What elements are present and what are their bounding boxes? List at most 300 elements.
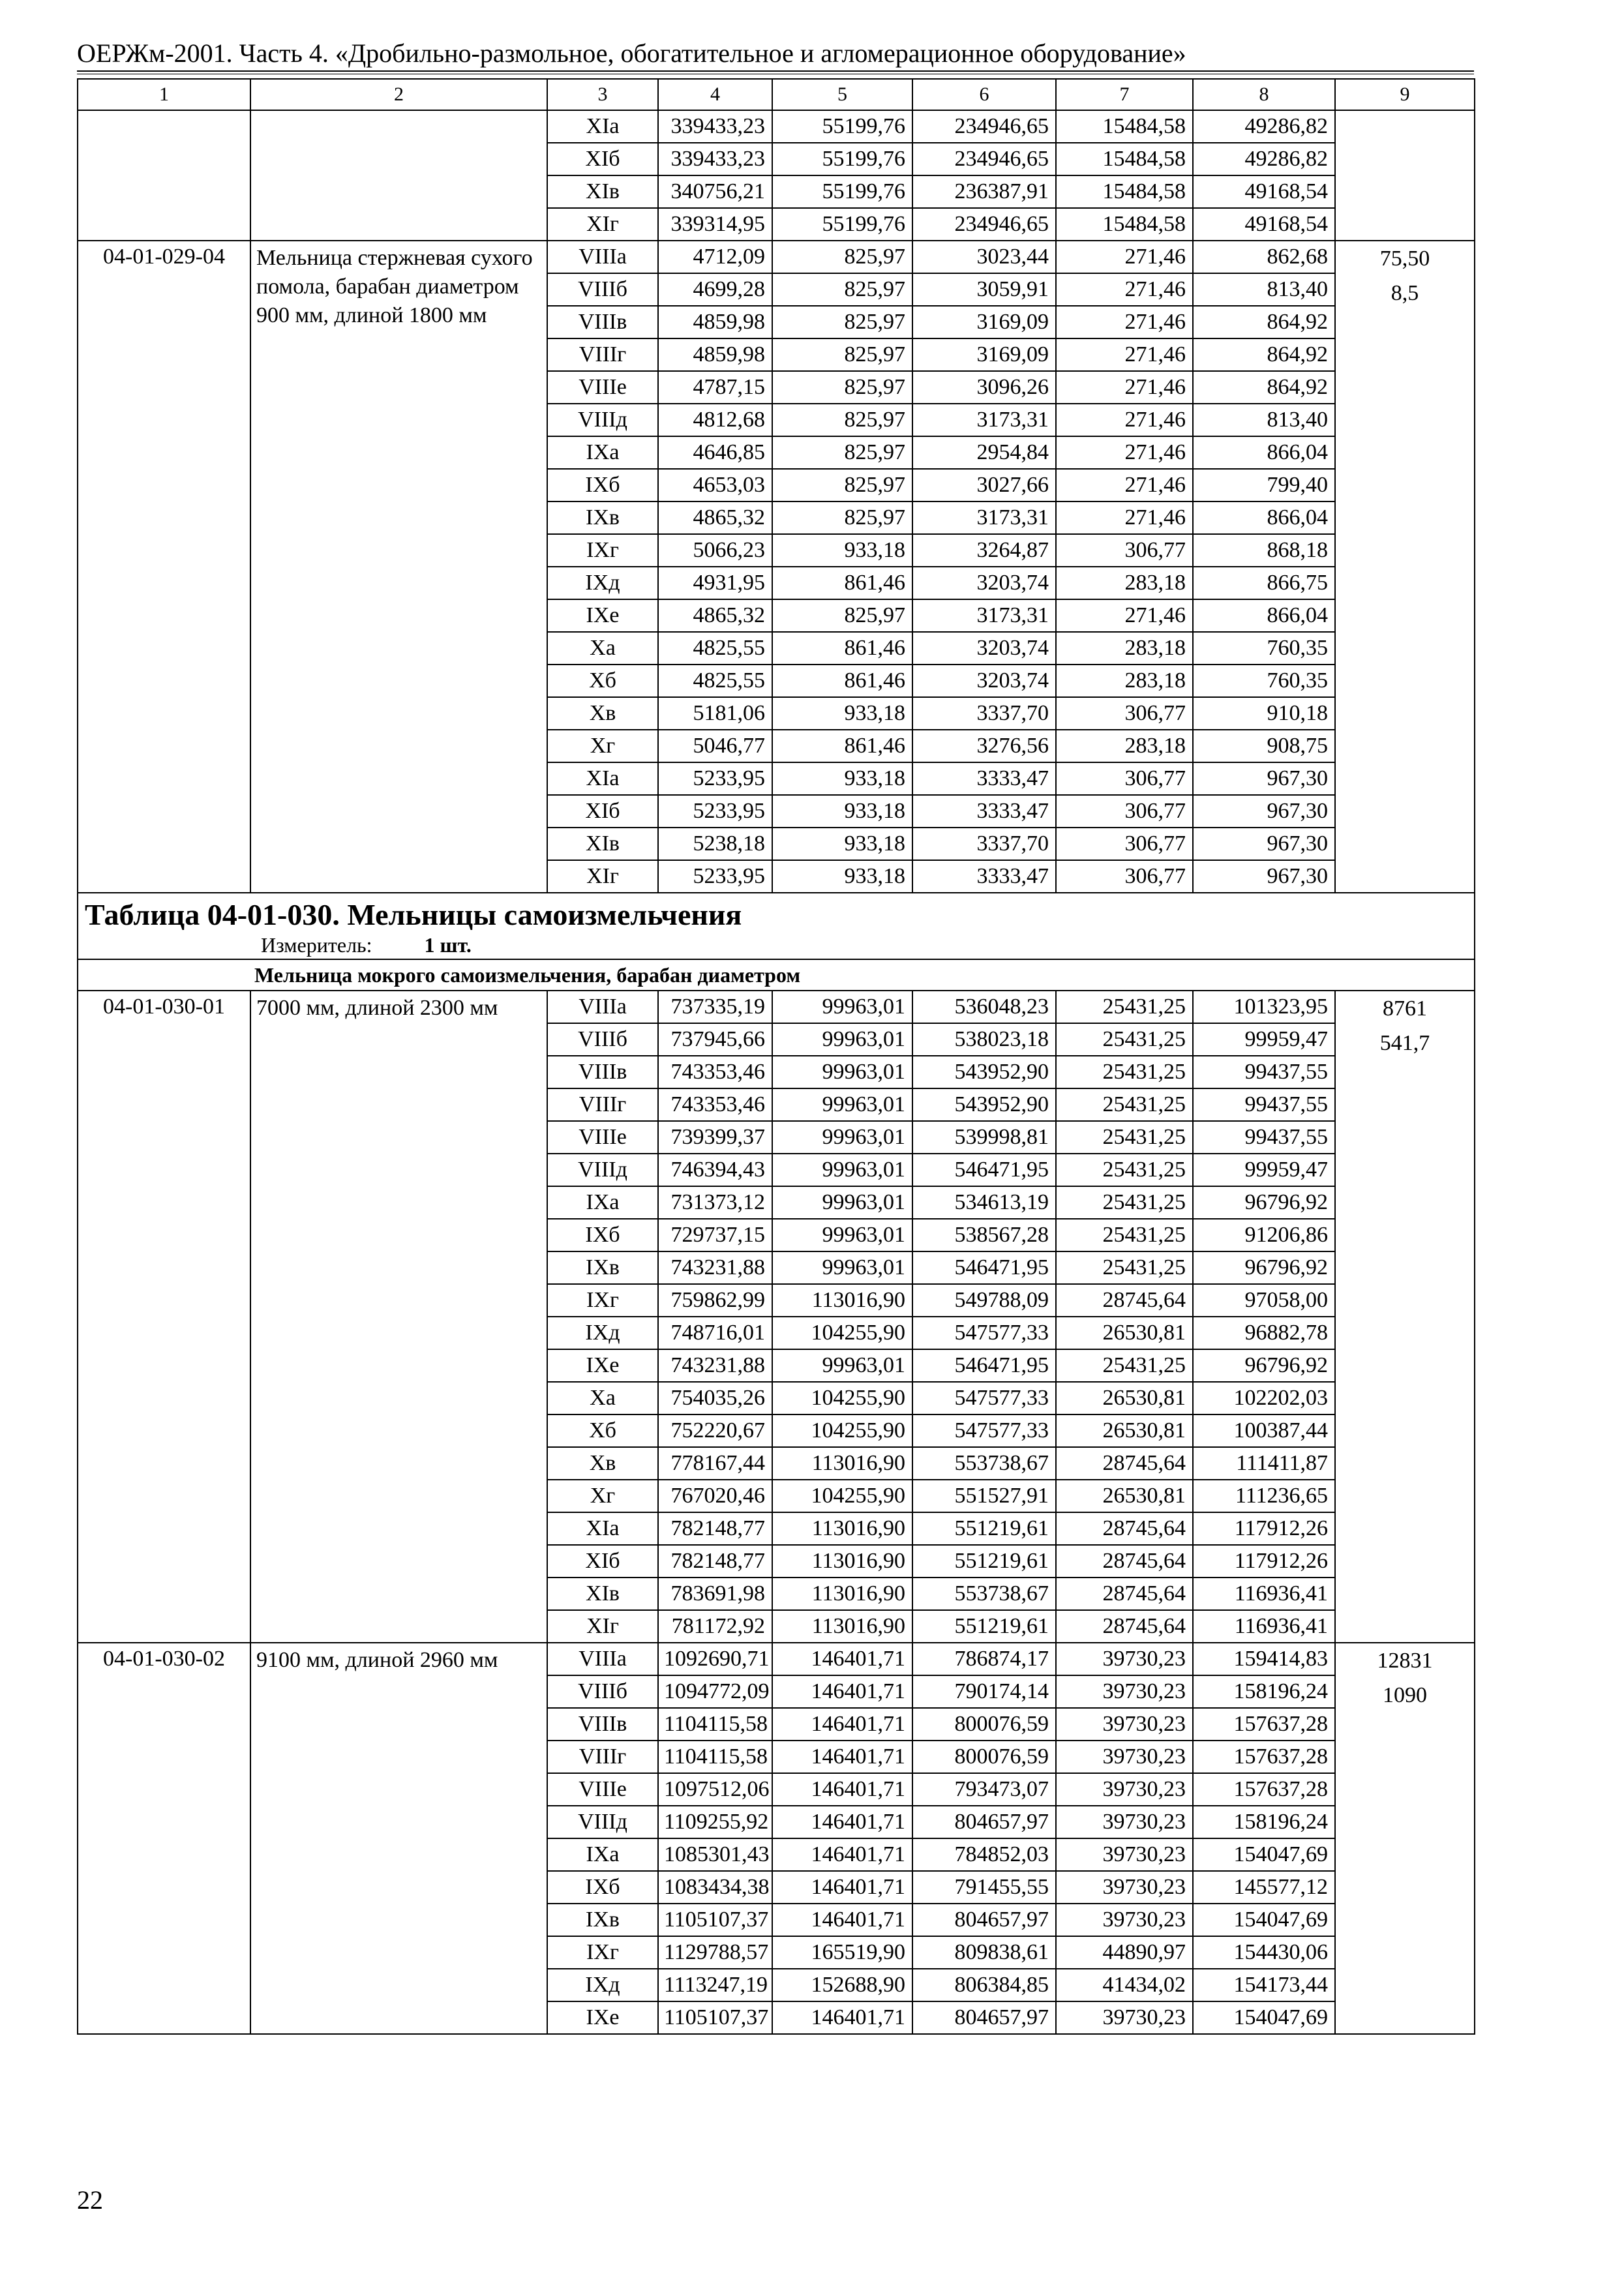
- price-value: 146401,71: [772, 1871, 912, 1904]
- price-value: 551219,61: [912, 1512, 1056, 1545]
- item-description: Мельница стержневая сухого помола, барабан диаметром 900 мм, длиной 1800 мм: [250, 241, 547, 893]
- price-value: 28745,64: [1056, 1512, 1193, 1545]
- price-value: 146401,71: [772, 1675, 912, 1708]
- price-value: 283,18: [1056, 730, 1193, 762]
- price-value: 113016,90: [772, 1578, 912, 1610]
- price-value: 4812,68: [658, 404, 772, 436]
- price-value: 25431,25: [1056, 1251, 1193, 1284]
- price-value: 39730,23: [1056, 1904, 1193, 1936]
- price-value: 99963,01: [772, 1121, 912, 1154]
- price-value: 551219,61: [912, 1545, 1056, 1578]
- price-value: 866,04: [1193, 599, 1335, 632]
- price-value: 551219,61: [912, 1610, 1056, 1643]
- price-value: 49286,82: [1193, 143, 1335, 175]
- price-value: 102202,03: [1193, 1382, 1335, 1414]
- price-value: 786874,17: [912, 1643, 1056, 1675]
- price-value: 99963,01: [772, 991, 912, 1023]
- price-value: 799,40: [1193, 469, 1335, 501]
- price-value: 1105107,37: [658, 2001, 772, 2034]
- price-value: 933,18: [772, 860, 912, 893]
- price-value: 3333,47: [912, 860, 1056, 893]
- price-value: 271,46: [1056, 241, 1193, 273]
- price-value: 743353,46: [658, 1088, 772, 1121]
- price-value: 101323,95: [1193, 991, 1335, 1023]
- price-value: 3059,91: [912, 273, 1056, 306]
- price-value: 790174,14: [912, 1675, 1056, 1708]
- region-zone: XIг: [547, 860, 658, 893]
- price-value: 933,18: [772, 762, 912, 795]
- price-value: 825,97: [772, 436, 912, 469]
- price-value: 1085301,43: [658, 1838, 772, 1871]
- price-value: 55199,76: [772, 208, 912, 241]
- price-value: 234946,65: [912, 208, 1056, 241]
- price-value: 825,97: [772, 241, 912, 273]
- price-table: [77, 78, 1474, 2035]
- price-value: 44890,97: [1056, 1936, 1193, 1969]
- price-value: 15484,58: [1056, 208, 1193, 241]
- price-value: 96796,92: [1193, 1186, 1335, 1219]
- page-header: ОЕРЖм-2001. Часть 4. «Дробильно-размольное, обогатительное и агломерационное оборудование»: [77, 38, 1186, 68]
- resource-value: 8761: [1383, 996, 1427, 1021]
- column-header: 3: [547, 79, 658, 110]
- price-value: 1104115,58: [658, 1741, 772, 1773]
- price-value: 804657,97: [912, 1806, 1056, 1838]
- column-header: 9: [1335, 79, 1475, 110]
- price-value: 99963,01: [772, 1349, 912, 1382]
- column-header-row: [78, 79, 1475, 110]
- price-value: 861,46: [772, 632, 912, 665]
- region-zone: VIIIа: [547, 241, 658, 273]
- price-value: 825,97: [772, 599, 912, 632]
- price-value: 4825,55: [658, 632, 772, 665]
- region-zone: XIв: [547, 175, 658, 208]
- price-value: 804657,97: [912, 2001, 1056, 2034]
- price-value: 4931,95: [658, 567, 772, 599]
- price-value: 28745,64: [1056, 1447, 1193, 1480]
- page-number: 22: [77, 2185, 103, 2215]
- price-value: 784852,03: [912, 1838, 1056, 1871]
- price-value: 152688,90: [772, 1969, 912, 2001]
- price-value: 4653,03: [658, 469, 772, 501]
- region-zone: IXа: [547, 436, 658, 469]
- table-subheader-row: [78, 959, 1475, 991]
- price-value: 39730,23: [1056, 1741, 1193, 1773]
- price-value: 1094772,09: [658, 1675, 772, 1708]
- region-zone: Xг: [547, 1480, 658, 1512]
- price-value: 4865,32: [658, 599, 772, 632]
- price-value: 55199,76: [772, 143, 912, 175]
- price-value: 3023,44: [912, 241, 1056, 273]
- table-row: [78, 110, 1475, 143]
- resource-values: [1335, 110, 1475, 241]
- region-zone: XIб: [547, 795, 658, 828]
- region-zone: VIIIг: [547, 1741, 658, 1773]
- price-value: 4712,09: [658, 241, 772, 273]
- price-value: 3027,66: [912, 469, 1056, 501]
- price-value: 752220,67: [658, 1414, 772, 1447]
- region-zone: VIIIг: [547, 338, 658, 371]
- price-value: 113016,90: [772, 1545, 912, 1578]
- price-value: 861,46: [772, 665, 912, 697]
- region-zone: IXб: [547, 1871, 658, 1904]
- price-value: 800076,59: [912, 1708, 1056, 1741]
- region-zone: IXе: [547, 1349, 658, 1382]
- price-value: 99963,01: [772, 1023, 912, 1056]
- region-zone: IXе: [547, 599, 658, 632]
- price-value: 283,18: [1056, 567, 1193, 599]
- price-value: 340756,21: [658, 175, 772, 208]
- region-zone: IXг: [547, 1936, 658, 1969]
- price-value: 116936,41: [1193, 1610, 1335, 1643]
- price-value: 868,18: [1193, 534, 1335, 567]
- price-value: 760,35: [1193, 632, 1335, 665]
- region-zone: VIIIе: [547, 371, 658, 404]
- price-value: 3169,09: [912, 338, 1056, 371]
- region-zone: IXв: [547, 501, 658, 534]
- resource-values: [1335, 991, 1475, 1643]
- region-zone: VIIIб: [547, 1675, 658, 1708]
- region-zone: IXб: [547, 469, 658, 501]
- price-value: 783691,98: [658, 1578, 772, 1610]
- price-value: 113016,90: [772, 1284, 912, 1317]
- table-row: [78, 991, 1475, 1023]
- region-zone: XIб: [547, 1545, 658, 1578]
- column-header: 4: [658, 79, 772, 110]
- price-value: 767020,46: [658, 1480, 772, 1512]
- price-value: 967,30: [1193, 828, 1335, 860]
- region-zone: XIа: [547, 1512, 658, 1545]
- region-zone: XIг: [547, 1610, 658, 1643]
- price-value: 781172,92: [658, 1610, 772, 1643]
- price-value: 25431,25: [1056, 1023, 1193, 1056]
- price-value: 28745,64: [1056, 1284, 1193, 1317]
- price-value: 547577,33: [912, 1382, 1056, 1414]
- price-value: 113016,90: [772, 1512, 912, 1545]
- price-value: 4865,32: [658, 501, 772, 534]
- item-description: 9100 мм, длиной 2960 мм: [250, 1643, 547, 2034]
- price-value: 96796,92: [1193, 1251, 1335, 1284]
- region-zone: Xа: [547, 1382, 658, 1414]
- price-value: 825,97: [772, 469, 912, 501]
- price-value: 3337,70: [912, 697, 1056, 730]
- price-value: 3333,47: [912, 762, 1056, 795]
- resource-values: [1335, 1643, 1475, 2034]
- price-value: 104255,90: [772, 1414, 912, 1447]
- price-value: 96882,78: [1193, 1317, 1335, 1349]
- region-zone: IXг: [547, 534, 658, 567]
- price-value: 782148,77: [658, 1512, 772, 1545]
- region-zone: IXд: [547, 1317, 658, 1349]
- region-zone: VIIIе: [547, 1773, 658, 1806]
- price-value: 1105107,37: [658, 1904, 772, 1936]
- price-value: 782148,77: [658, 1545, 772, 1578]
- price-value: 39730,23: [1056, 1871, 1193, 1904]
- price-value: 933,18: [772, 697, 912, 730]
- price-value: 283,18: [1056, 632, 1193, 665]
- region-zone: IXе: [547, 2001, 658, 2034]
- price-value: 4699,28: [658, 273, 772, 306]
- region-zone: IXб: [547, 1219, 658, 1251]
- item-description: 7000 мм, длиной 2300 мм: [250, 991, 547, 1643]
- table-subheader: Мельница мокрого самоизмельчения, барабан диаметром: [78, 959, 1475, 991]
- price-value: 3173,31: [912, 599, 1056, 632]
- price-value: 104255,90: [772, 1480, 912, 1512]
- price-value: 25431,25: [1056, 1088, 1193, 1121]
- price-value: 99963,01: [772, 1251, 912, 1284]
- price-value: 97058,00: [1193, 1284, 1335, 1317]
- price-value: 5233,95: [658, 795, 772, 828]
- price-value: 271,46: [1056, 469, 1193, 501]
- region-zone: IXв: [547, 1904, 658, 1936]
- price-value: 746394,43: [658, 1154, 772, 1186]
- price-value: 157637,28: [1193, 1741, 1335, 1773]
- region-zone: VIIIв: [547, 1708, 658, 1741]
- price-value: 271,46: [1056, 436, 1193, 469]
- price-value: 99959,47: [1193, 1023, 1335, 1056]
- price-value: 3096,26: [912, 371, 1056, 404]
- price-value: 146401,71: [772, 1904, 912, 1936]
- price-value: 99959,47: [1193, 1154, 1335, 1186]
- price-value: 26530,81: [1056, 1317, 1193, 1349]
- region-zone: Xб: [547, 1414, 658, 1447]
- price-value: 813,40: [1193, 404, 1335, 436]
- price-value: 3173,31: [912, 501, 1056, 534]
- price-value: 543952,90: [912, 1088, 1056, 1121]
- price-value: 158196,24: [1193, 1806, 1335, 1838]
- price-value: 3169,09: [912, 306, 1056, 338]
- price-value: 793473,07: [912, 1773, 1056, 1806]
- price-value: 99437,55: [1193, 1088, 1335, 1121]
- price-value: 1104115,58: [658, 1708, 772, 1741]
- table-row: [78, 1643, 1475, 1675]
- price-value: 861,46: [772, 730, 912, 762]
- price-value: 234946,65: [912, 110, 1056, 143]
- price-value: 28745,64: [1056, 1578, 1193, 1610]
- price-value: 15484,58: [1056, 143, 1193, 175]
- region-zone: IXд: [547, 1969, 658, 2001]
- price-value: 800076,59: [912, 1741, 1056, 1773]
- region-zone: VIIIв: [547, 1056, 658, 1088]
- price-value: 49168,54: [1193, 208, 1335, 241]
- price-value: 271,46: [1056, 371, 1193, 404]
- price-value: 25431,25: [1056, 1056, 1193, 1088]
- price-value: 41434,02: [1056, 1969, 1193, 2001]
- price-value: 154047,69: [1193, 2001, 1335, 2034]
- price-value: 1129788,57: [658, 1936, 772, 1969]
- table-title-row: [78, 893, 1475, 959]
- price-value: 1097512,06: [658, 1773, 772, 1806]
- price-value: 99963,01: [772, 1088, 912, 1121]
- price-value: 25431,25: [1056, 991, 1193, 1023]
- price-value: 15484,58: [1056, 110, 1193, 143]
- price-value: 306,77: [1056, 795, 1193, 828]
- price-value: 306,77: [1056, 697, 1193, 730]
- table-title: Таблица 04-01-030. Мельницы самоизмельчения: [85, 898, 742, 931]
- price-value: 39730,23: [1056, 2001, 1193, 2034]
- price-value: 104255,90: [772, 1382, 912, 1414]
- price-value: 146401,71: [772, 1643, 912, 1675]
- price-value: 91206,86: [1193, 1219, 1335, 1251]
- price-value: 271,46: [1056, 599, 1193, 632]
- price-value: 234946,65: [912, 143, 1056, 175]
- price-value: 39730,23: [1056, 1773, 1193, 1806]
- price-value: 4646,85: [658, 436, 772, 469]
- region-zone: Xг: [547, 730, 658, 762]
- price-value: 25431,25: [1056, 1349, 1193, 1382]
- price-value: 862,68: [1193, 241, 1335, 273]
- price-value: 809838,61: [912, 1936, 1056, 1969]
- column-header: 6: [912, 79, 1056, 110]
- price-value: 743353,46: [658, 1056, 772, 1088]
- price-value: 154047,69: [1193, 1838, 1335, 1871]
- price-value: 146401,71: [772, 1773, 912, 1806]
- price-value: 804657,97: [912, 1904, 1056, 1936]
- region-zone: VIIIв: [547, 306, 658, 338]
- price-value: 553738,67: [912, 1447, 1056, 1480]
- price-value: 731373,12: [658, 1186, 772, 1219]
- price-value: 3203,74: [912, 632, 1056, 665]
- region-zone: IXа: [547, 1186, 658, 1219]
- price-value: 791455,55: [912, 1871, 1056, 1904]
- price-value: 3203,74: [912, 567, 1056, 599]
- region-zone: IXд: [547, 567, 658, 599]
- price-value: 99963,01: [772, 1154, 912, 1186]
- price-value: 825,97: [772, 371, 912, 404]
- price-value: 25431,25: [1056, 1121, 1193, 1154]
- price-value: 39730,23: [1056, 1643, 1193, 1675]
- price-value: 104255,90: [772, 1317, 912, 1349]
- price-value: 306,77: [1056, 534, 1193, 567]
- price-value: 729737,15: [658, 1219, 772, 1251]
- price-value: 1083434,38: [658, 1871, 772, 1904]
- price-value: 908,75: [1193, 730, 1335, 762]
- price-value: 165519,90: [772, 1936, 912, 1969]
- region-zone: VIIIа: [547, 991, 658, 1023]
- price-value: 111411,87: [1193, 1447, 1335, 1480]
- price-value: 146401,71: [772, 1806, 912, 1838]
- region-zone: Xв: [547, 1447, 658, 1480]
- price-value: 339314,95: [658, 208, 772, 241]
- price-value: 1113247,19: [658, 1969, 772, 2001]
- measure-line: [85, 933, 1467, 957]
- price-value: 117912,26: [1193, 1512, 1335, 1545]
- price-value: 99963,01: [772, 1186, 912, 1219]
- price-value: 306,77: [1056, 860, 1193, 893]
- price-value: 825,97: [772, 306, 912, 338]
- price-value: 933,18: [772, 795, 912, 828]
- price-value: 539998,81: [912, 1121, 1056, 1154]
- resource-value: 541,7: [1379, 1031, 1430, 1055]
- price-value: 547577,33: [912, 1317, 1056, 1349]
- price-value: 910,18: [1193, 697, 1335, 730]
- column-header: 8: [1193, 79, 1335, 110]
- price-value: 5046,77: [658, 730, 772, 762]
- region-zone: Xв: [547, 697, 658, 730]
- price-value: 5238,18: [658, 828, 772, 860]
- price-value: 55199,76: [772, 175, 912, 208]
- price-value: 546471,95: [912, 1349, 1056, 1382]
- region-zone: XIв: [547, 828, 658, 860]
- column-header: 2: [250, 79, 547, 110]
- price-value: 271,46: [1056, 306, 1193, 338]
- region-zone: XIа: [547, 110, 658, 143]
- price-value: 159414,83: [1193, 1643, 1335, 1675]
- resource-value: 8,5: [1391, 281, 1419, 305]
- price-value: 549788,09: [912, 1284, 1056, 1317]
- price-value: 866,75: [1193, 567, 1335, 599]
- item-code: 04-01-030-01: [78, 991, 250, 1643]
- price-value: 5233,95: [658, 762, 772, 795]
- price-value: 825,97: [772, 501, 912, 534]
- price-value: 866,04: [1193, 436, 1335, 469]
- price-value: 25431,25: [1056, 1186, 1193, 1219]
- item-description: [250, 110, 547, 241]
- price-value: 551527,91: [912, 1480, 1056, 1512]
- price-value: 39730,23: [1056, 1675, 1193, 1708]
- price-value: 553738,67: [912, 1578, 1056, 1610]
- price-value: 339433,23: [658, 143, 772, 175]
- price-value: 271,46: [1056, 501, 1193, 534]
- region-zone: IXг: [547, 1284, 658, 1317]
- price-value: 1109255,92: [658, 1806, 772, 1838]
- price-value: 283,18: [1056, 665, 1193, 697]
- price-value: 547577,33: [912, 1414, 1056, 1447]
- price-value: 864,92: [1193, 371, 1335, 404]
- price-value: 146401,71: [772, 1708, 912, 1741]
- price-value: 933,18: [772, 828, 912, 860]
- price-value: 3333,47: [912, 795, 1056, 828]
- price-value: 28745,64: [1056, 1610, 1193, 1643]
- header-rule: [77, 70, 1474, 72]
- item-code: [78, 110, 250, 241]
- price-value: 55199,76: [772, 110, 912, 143]
- price-value: 39730,23: [1056, 1708, 1193, 1741]
- table-title-cell: [78, 893, 1475, 959]
- price-value: 96796,92: [1193, 1349, 1335, 1382]
- price-value: 271,46: [1056, 273, 1193, 306]
- price-value: 49168,54: [1193, 175, 1335, 208]
- price-value: 2954,84: [912, 436, 1056, 469]
- table-row: [78, 241, 1475, 273]
- price-value: 145577,12: [1193, 1871, 1335, 1904]
- region-zone: VIIIб: [547, 273, 658, 306]
- price-value: 146401,71: [772, 1838, 912, 1871]
- price-value: 4859,98: [658, 338, 772, 371]
- price-value: 825,97: [772, 338, 912, 371]
- price-value: 236387,91: [912, 175, 1056, 208]
- price-value: 3337,70: [912, 828, 1056, 860]
- price-value: 743231,88: [658, 1349, 772, 1382]
- price-value: 3264,87: [912, 534, 1056, 567]
- price-value: 99963,01: [772, 1219, 912, 1251]
- price-value: 538567,28: [912, 1219, 1056, 1251]
- price-value: 26530,81: [1056, 1414, 1193, 1447]
- region-zone: IXв: [547, 1251, 658, 1284]
- price-value: 743231,88: [658, 1251, 772, 1284]
- price-value: 4859,98: [658, 306, 772, 338]
- region-zone: VIIIе: [547, 1121, 658, 1154]
- region-zone: IXа: [547, 1838, 658, 1871]
- item-code: 04-01-029-04: [78, 241, 250, 893]
- price-value: 158196,24: [1193, 1675, 1335, 1708]
- price-value: 739399,37: [658, 1121, 772, 1154]
- region-zone: XIг: [547, 208, 658, 241]
- price-value: 864,92: [1193, 338, 1335, 371]
- price-value: 116936,41: [1193, 1578, 1335, 1610]
- price-value: 99963,01: [772, 1056, 912, 1088]
- region-zone: VIIIд: [547, 1806, 658, 1838]
- column-header: 7: [1056, 79, 1193, 110]
